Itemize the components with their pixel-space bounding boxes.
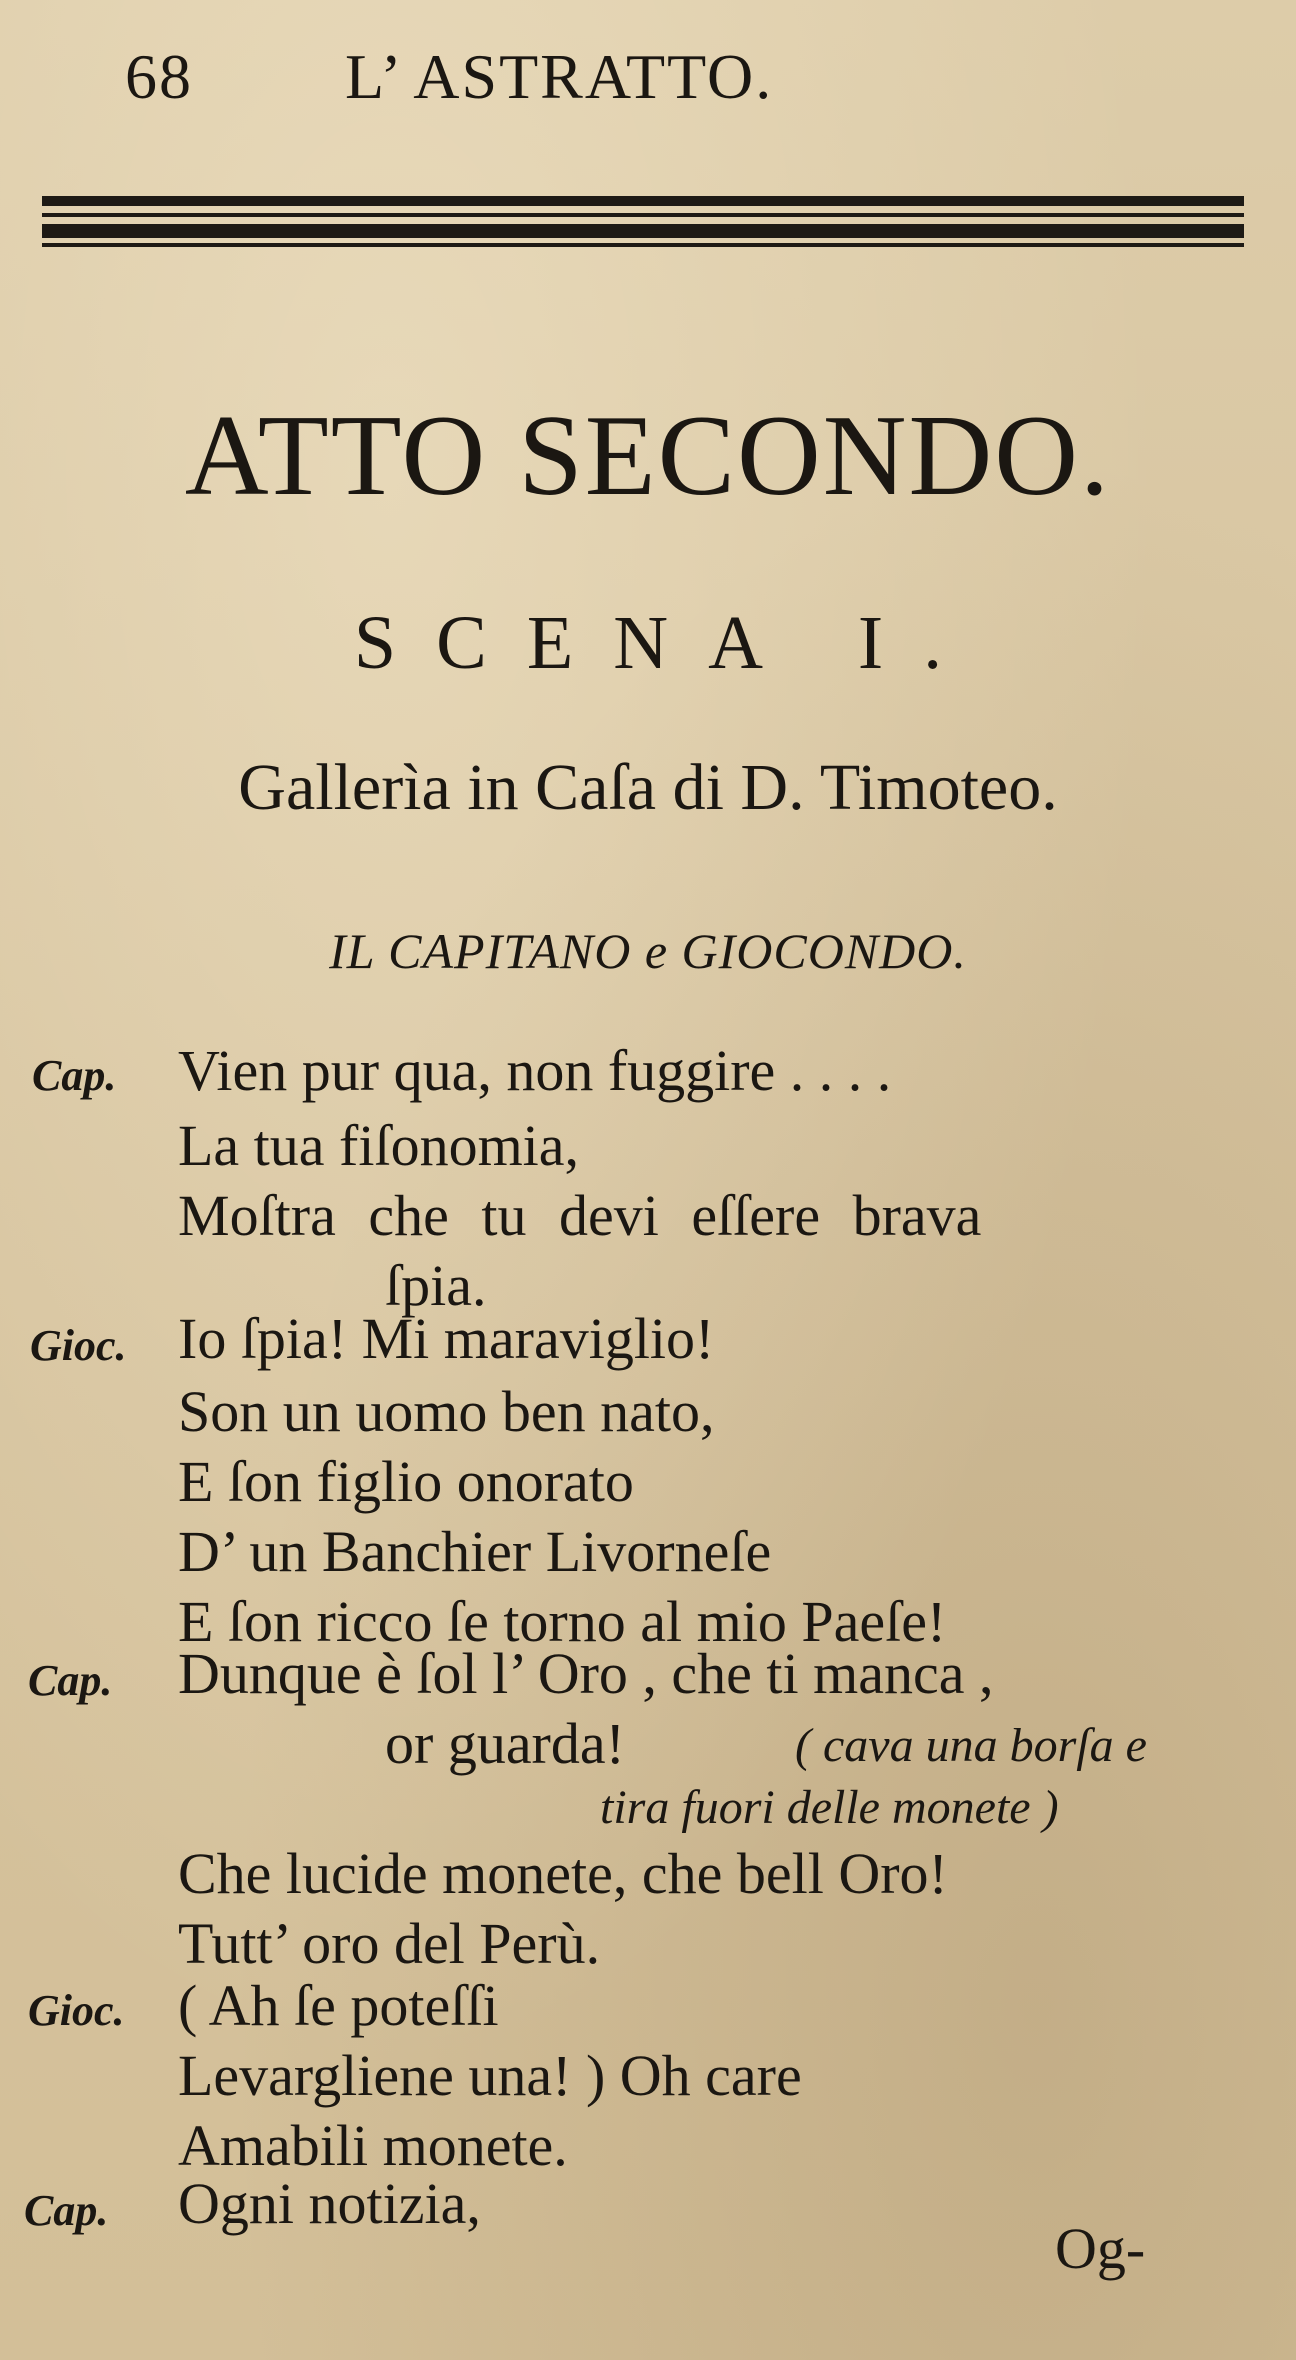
verse-line: Amabili monete. (178, 2113, 568, 2178)
verse-line: Moſtra che tu devi eſſere brava (178, 1183, 982, 1248)
page-number: 68 (125, 41, 193, 112)
stage-direction: tira fuori delle monete ) (600, 1781, 1059, 1834)
verse-line: Son un uomo ben nato, (178, 1379, 715, 1444)
verse-line: La tua fiſonomia, (178, 1113, 580, 1178)
header-rule (42, 243, 1244, 247)
verse-line: E ſon figlio onorato (178, 1449, 634, 1514)
speaker-label: Cap. (28, 1656, 113, 1705)
verse-line: Vien pur qua, non fuggire . . . . (178, 1038, 892, 1103)
header-rule (42, 213, 1244, 217)
catchword: Og- (1055, 2216, 1146, 2281)
speaker-label: Gioc. (30, 1321, 127, 1370)
verse-line: E ſon ricco ſe torno al mio Paeſe! (178, 1589, 947, 1654)
header-rule (42, 224, 1244, 238)
stage-direction: ( cava una borſa e (795, 1719, 1147, 1772)
scene-title: SCENA I. (353, 601, 983, 685)
verse-line: ( Ah ſe poteſſi (178, 1973, 499, 2038)
scene-location: Gallerìa in Caſa di D. Timoteo. (238, 751, 1058, 824)
verse-line: ſpia. (385, 1253, 487, 1318)
speaker-label: Gioc. (28, 1986, 125, 2035)
verse-line: Dunque è ſol l’ Oro , che ti manca , (178, 1641, 994, 1706)
verse-line: Tutt’ oro del Perù. (178, 1911, 601, 1976)
speaker-label: Cap. (32, 1051, 117, 1100)
characters-list: IL CAPITANO e GIOCONDO. (329, 923, 967, 979)
header-rule (42, 196, 1244, 206)
verse-line: D’ un Banchier Livorneſe (178, 1519, 772, 1584)
verse-line: Ogni notizia, (178, 2171, 481, 2236)
verse-line: Che lucide monete, che bell Oro! (178, 1841, 948, 1906)
verse-line: Levargliene una! ) Oh care (178, 2043, 802, 2108)
running-header (125, 40, 773, 114)
running-title: L’ ASTRATTO. (345, 41, 774, 112)
act-title: ATTO SECONDO. (184, 392, 1112, 520)
verse-line: Io ſpia! Mi maraviglio! (178, 1306, 715, 1371)
speaker-label: Cap. (24, 2186, 109, 2235)
verse-line: or guarda! (385, 1711, 625, 1776)
